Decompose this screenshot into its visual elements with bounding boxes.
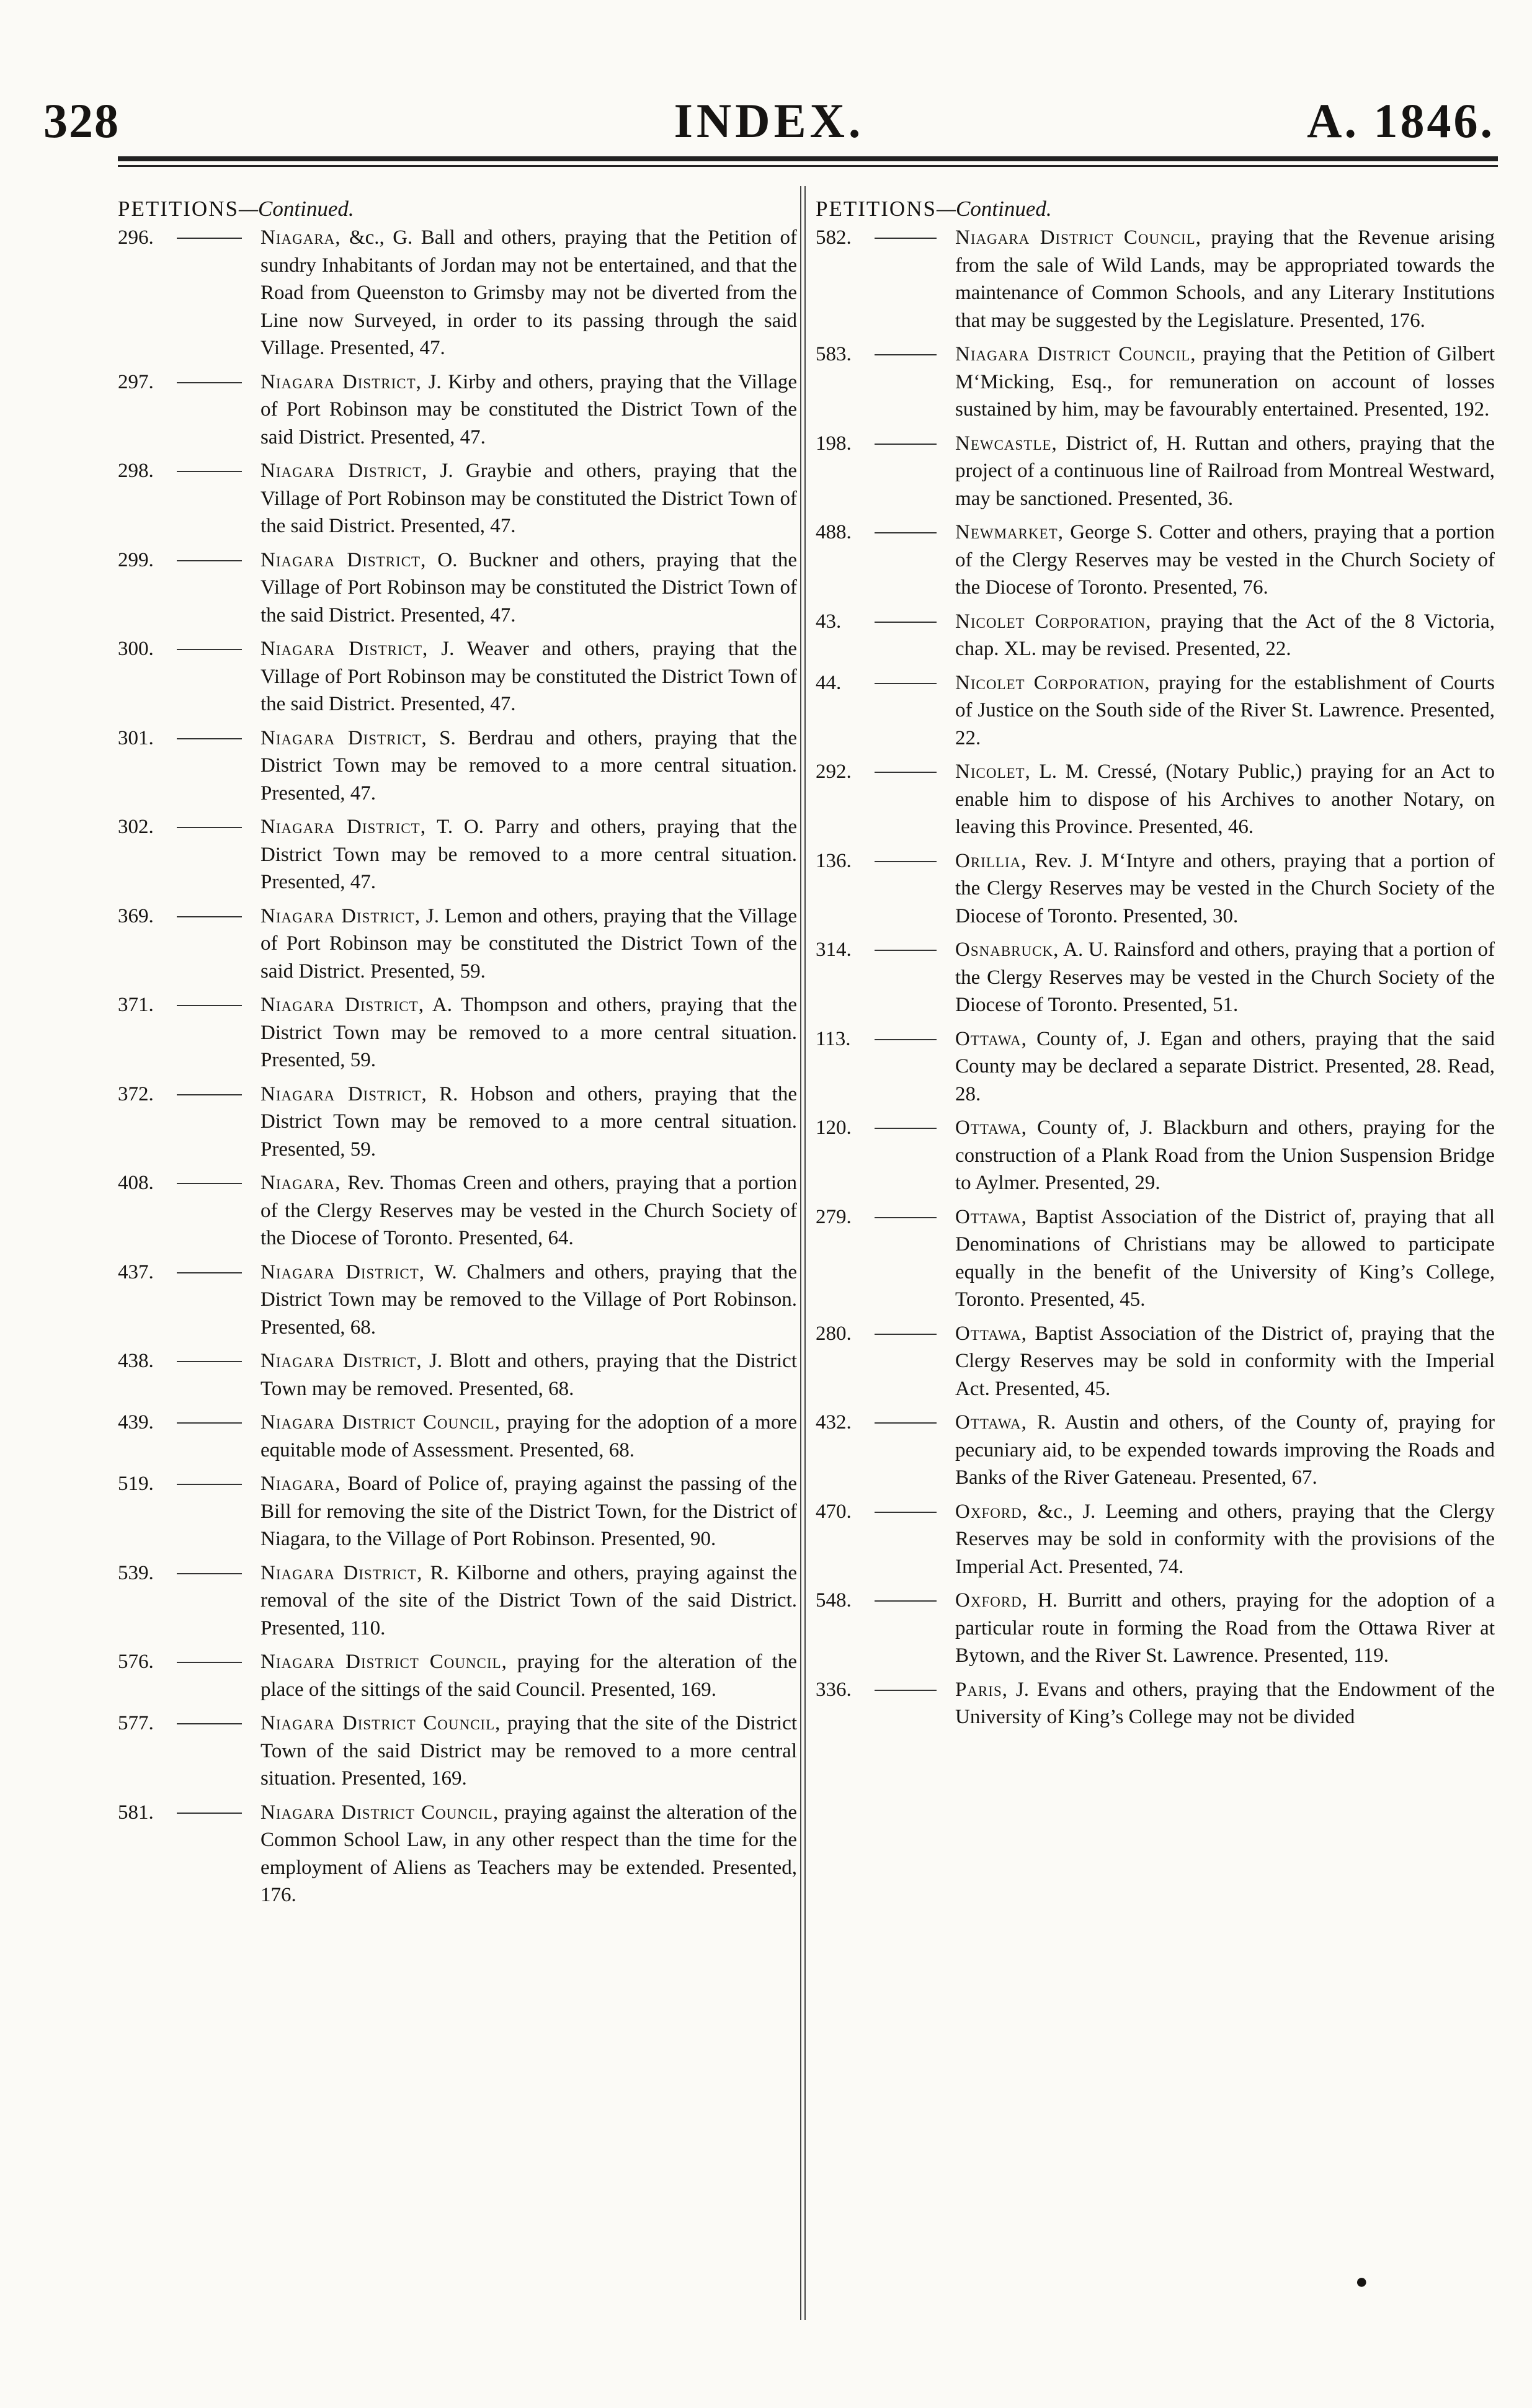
- entry-number: [816, 1025, 955, 1108]
- entry-number: [118, 1259, 261, 1342]
- entry-description: praying that the Revenue arising from the sale of Wild Lands, may be appropriated towards the maintenance of Common Schools, and any Literary Institutions that may be suggested by the Legislature. Presented, 176.: [955, 226, 1495, 332]
- left-column: [118, 195, 797, 1915]
- entry-number: [118, 368, 261, 452]
- section-heading: [118, 195, 797, 223]
- entry-leader-dash: [177, 1005, 242, 1006]
- header-rule-thick: [118, 156, 1498, 161]
- page-title: INDEX.: [674, 94, 865, 148]
- entry-leader-dash: [177, 649, 242, 650]
- entry-text: [955, 1409, 1495, 1492]
- section-heading-label: PETITIONS: [118, 197, 239, 221]
- entry-number: [816, 1676, 955, 1731]
- entry-number: [118, 991, 261, 1074]
- entry-leader-dash: [875, 238, 937, 239]
- entry-leader-dash: [875, 1422, 937, 1424]
- entry-text: [261, 725, 797, 808]
- entry-number: [816, 669, 955, 752]
- entry-description: &c., J. Leeming and others, praying that the Clergy Reserves may be sold in conformity with the provisions of the Imperial Act. Presented, 74.: [955, 1500, 1495, 1578]
- entry-number: [118, 725, 261, 808]
- entry-text: [261, 813, 797, 896]
- index-entry: [816, 1498, 1495, 1581]
- entry-description: S. Berdrau and others, praying that the District Town may be removed to a more central situation. Presented, 47.: [261, 726, 797, 805]
- entry-petitioner: Ottawa,: [955, 1205, 1027, 1228]
- entry-description: W. Chalmers and others, praying that the District Town may be removed to the Village of Port Robinson. Presented, 68.: [261, 1260, 797, 1339]
- column-divider-right: [804, 186, 806, 2320]
- entry-number-text: 519.: [118, 1473, 154, 1495]
- entry-number: [816, 1203, 955, 1314]
- entry-number: [816, 608, 955, 663]
- entry-number: [816, 1114, 955, 1197]
- entry-description: District of, H. Ruttan and others, praying that the project of a continuous line of Railroad from Montreal Westward, may be sanctioned. Presented, 36.: [955, 432, 1495, 510]
- entry-text: [955, 936, 1495, 1019]
- entry-number-text: 369.: [118, 904, 154, 927]
- entry-leader-dash: [177, 1361, 242, 1362]
- entry-text: [955, 669, 1495, 752]
- entry-leader-dash: [875, 861, 937, 862]
- index-entry: [816, 847, 1495, 930]
- entry-text: [261, 1559, 797, 1643]
- entry-text: [955, 341, 1495, 424]
- index-entry: [118, 903, 797, 986]
- entry-number-text: 298.: [118, 460, 154, 482]
- entry-number: [118, 903, 261, 986]
- entry-number-text: 408.: [118, 1172, 154, 1194]
- entry-description: praying for the establishment of Courts of Justice on the South side of the River St. Lawrence. Presented, 22.: [955, 671, 1495, 749]
- index-entry: [816, 669, 1495, 752]
- entry-leader-dash: [875, 1128, 937, 1129]
- entry-number-text: 438.: [118, 1350, 154, 1372]
- entry-leader-dash: [875, 622, 937, 623]
- entry-number-text: 437.: [118, 1260, 154, 1283]
- entry-text: [955, 1587, 1495, 1670]
- entry-leader-dash: [177, 1094, 242, 1095]
- entry-number: [816, 224, 955, 334]
- entry-petitioner: Ottawa,: [955, 1411, 1027, 1434]
- entry-number-text: 297.: [118, 370, 154, 393]
- entry-number-text: 296.: [118, 226, 154, 249]
- entry-leader-dash: [177, 738, 242, 739]
- entry-number: [118, 457, 261, 540]
- entry-number: [118, 1559, 261, 1643]
- entry-leader-dash: [177, 827, 242, 828]
- entry-text: [261, 457, 797, 540]
- entry-number: [816, 519, 955, 602]
- entry-description: Rev. Thomas Creen and others, praying that a portion of the Clergy Reserves may be vested in the Church Society of the Diocese of Toronto. Presented, 64.: [261, 1172, 797, 1249]
- entry-description: R. Kilborne and others, praying against the removal of the site of the District Town of the said District. Presented, 110.: [261, 1561, 797, 1639]
- entry-text: [955, 1676, 1495, 1731]
- entry-number-text: 432.: [816, 1411, 852, 1434]
- entry-leader-dash: [177, 1723, 242, 1724]
- entry-leader-dash: [177, 238, 242, 239]
- entry-petitioner: Oxford,: [955, 1500, 1028, 1523]
- entry-description: &c., G. Ball and others, praying that the Petition of sundry Inhabitants of Jordan may not be entertained, and that the Road from Queenston to Grimsby may not be diverted from the Line now Surveyed, in order to its passing through the said Village. Presented, 47.: [261, 226, 797, 359]
- entry-leader-dash: [177, 1272, 242, 1273]
- entry-petitioner: Ottawa,: [955, 1117, 1027, 1139]
- column-divider-left: [800, 186, 801, 2320]
- entry-description: praying that the Act of the 8 Victoria, chap. XL. may be revised. Presented, 22.: [955, 610, 1495, 660]
- entry-number-text: 302.: [118, 816, 154, 838]
- entry-number: [816, 847, 955, 930]
- index-entry: [816, 224, 1495, 334]
- section-heading: [816, 195, 1495, 223]
- entry-number: [118, 1347, 261, 1402]
- entry-petitioner: Niagara District,: [261, 904, 421, 927]
- entry-number: [118, 1710, 261, 1793]
- entry-number-text: 43.: [816, 610, 842, 633]
- entry-leader-dash: [177, 1662, 242, 1663]
- entry-number-text: 439.: [118, 1411, 154, 1434]
- section-heading-continued: —Continued.: [936, 197, 1052, 221]
- entry-description: H. Burritt and others, praying for the adoption of a particular route in forming the Road from the Ottawa River at Bytown, and the River St. Lawrence. Presented, 119.: [955, 1589, 1495, 1667]
- entry-leader-dash: [875, 772, 937, 773]
- entry-number-text: 583.: [816, 343, 852, 365]
- entry-leader-dash: [177, 382, 242, 383]
- entry-number: [118, 1081, 261, 1164]
- entry-number-text: 299.: [118, 548, 154, 571]
- entry-description: Baptist Association of the District of, praying that the Clergy Reserves may be sold in conformity with the Imperial Act. Presented, 45.: [955, 1322, 1495, 1400]
- entry-petitioner: Niagara,: [261, 1473, 341, 1495]
- entry-number-text: 371.: [118, 994, 154, 1016]
- entry-petitioner: Niagara District Council,: [261, 1411, 501, 1434]
- entry-petitioner: Niagara District Council,: [955, 343, 1196, 365]
- entry-petitioner: Niagara District Council,: [955, 226, 1201, 249]
- entry-number-text: 576.: [118, 1651, 154, 1673]
- entry-number-text: 292.: [816, 760, 852, 783]
- entry-petitioner: Niagara,: [261, 1172, 341, 1194]
- entry-leader-dash: [177, 1573, 242, 1574]
- entry-text: [261, 903, 797, 986]
- entry-number-text: 113.: [816, 1027, 851, 1050]
- entry-petitioner: Orillia,: [955, 849, 1027, 872]
- entry-number: [118, 1648, 261, 1703]
- entry-petitioner: Niagara District Council,: [261, 1712, 501, 1734]
- entry-text: [955, 1320, 1495, 1403]
- entry-petitioner: Ottawa,: [955, 1322, 1027, 1345]
- entry-number: [816, 1587, 955, 1670]
- index-entry: [816, 1587, 1495, 1670]
- entry-number-text: 539.: [118, 1561, 154, 1584]
- entry-number: [816, 758, 955, 841]
- entry-number-text: 582.: [816, 226, 852, 249]
- entry-petitioner: Niagara District,: [261, 548, 427, 571]
- index-entry: [118, 1347, 797, 1402]
- index-entry: [118, 1470, 797, 1553]
- index-entry: [816, 608, 1495, 663]
- entry-petitioner: Niagara,: [261, 226, 341, 249]
- entry-number: [816, 1498, 955, 1581]
- entry-number-text: 372.: [118, 1082, 154, 1105]
- index-entry: [816, 519, 1495, 602]
- entry-petitioner: Newmarket,: [955, 521, 1064, 543]
- entry-number-text: 488.: [816, 521, 852, 543]
- index-entry: [816, 430, 1495, 513]
- entry-number: [118, 1409, 261, 1464]
- entry-number-text: 300.: [118, 638, 154, 660]
- entry-leader-dash: [177, 1422, 242, 1424]
- entry-petitioner: Oxford,: [955, 1589, 1028, 1612]
- entry-leader-dash: [177, 916, 242, 917]
- index-entry: [118, 368, 797, 452]
- index-entry: [118, 1081, 797, 1164]
- entry-leader-dash: [177, 1183, 242, 1184]
- entry-text: [955, 519, 1495, 602]
- right-entry-list: [816, 224, 1495, 1731]
- index-entry: [816, 1320, 1495, 1403]
- entry-text: [261, 1648, 797, 1703]
- index-entry: [816, 1025, 1495, 1108]
- page-number: 328: [43, 94, 120, 148]
- entry-petitioner: Niagara District,: [261, 460, 428, 482]
- entry-number: [118, 1470, 261, 1553]
- entry-text: [955, 1498, 1495, 1581]
- entry-number: [118, 635, 261, 718]
- entry-description: T. O. Parry and others, praying that the District Town may be removed to a more central situation. Presented, 47.: [261, 816, 797, 893]
- entry-leader-dash: [875, 1334, 937, 1335]
- index-entry: [816, 758, 1495, 841]
- entry-text: [955, 430, 1495, 513]
- entry-petitioner: Niagara District,: [261, 816, 426, 838]
- entry-text: [261, 635, 797, 718]
- entry-leader-dash: [177, 560, 242, 561]
- entry-description: J. Weaver and others, praying that the Village of Port Robinson may be constituted the District Town of the said District. Presented, 47.: [261, 638, 797, 715]
- entry-text: [261, 224, 797, 362]
- entry-number: [816, 430, 955, 513]
- entry-description: J. Kirby and others, praying that the Village of Port Robinson may be constituted the District Town of the said District. Presented, 47.: [261, 370, 797, 448]
- entry-number-text: 301.: [118, 726, 154, 749]
- entry-leader-dash: [875, 1600, 937, 1602]
- section-heading-continued: —Continued.: [238, 197, 354, 221]
- entry-number-text: 279.: [816, 1205, 852, 1228]
- entry-description: Board of Police of, praying against the passing of the Bill for removing the site of the District Town, for the District of Niagara, to the Village of Port Robinson. Presented, 90.: [261, 1473, 797, 1550]
- index-entry: [118, 1259, 797, 1342]
- entry-petitioner: Paris,: [955, 1678, 1009, 1701]
- entry-number: [816, 936, 955, 1019]
- entry-number: [816, 341, 955, 424]
- index-entry: [816, 1676, 1495, 1731]
- index-entry: [816, 936, 1495, 1019]
- entry-description: County of, J. Egan and others, praying that the said County may be declared a separate District. Presented, 28. Read, 28.: [955, 1027, 1495, 1105]
- section-heading-label: PETITIONS: [816, 197, 937, 221]
- index-entry: [118, 991, 797, 1074]
- entry-text: [955, 847, 1495, 930]
- entry-number-text: 198.: [816, 432, 852, 455]
- entry-petitioner: Nicolet Corporation,: [955, 671, 1151, 694]
- page-year: A. 1846.: [1307, 94, 1495, 148]
- entry-text: [261, 1470, 797, 1553]
- entry-leader-dash: [875, 1690, 937, 1691]
- entry-description: Baptist Association of the District of, praying that all Denominations of Christians may be allowed to participate equally in the benefit of the University of King’s College, Toronto. Presented, 45.: [955, 1205, 1495, 1311]
- entry-text: [955, 608, 1495, 663]
- entry-petitioner: Niagara District Council,: [261, 1651, 507, 1673]
- entry-leader-dash: [875, 950, 937, 951]
- entry-number: [118, 1169, 261, 1252]
- entry-petitioner: Niagara District,: [261, 1561, 423, 1584]
- entry-description: praying for the adoption of a more equitable mode of Assessment. Presented, 68.: [261, 1411, 797, 1461]
- entry-description: O. Buckner and others, praying that the Village of Port Robinson may be constituted the District Town of the said District. Presented, 47.: [261, 548, 797, 627]
- entry-leader-dash: [875, 444, 937, 445]
- entry-description: praying that the Petition of Gilbert M‘Micking, Esq., for remuneration on account of losses sustained by him, may be favourably entertained. Presented, 192.: [955, 343, 1495, 421]
- entry-description: Rev. J. M‘Intyre and others, praying that a portion of the Clergy Reserves may be vested in the Church Society of the Diocese of Toronto. Presented, 30.: [955, 849, 1495, 927]
- index-entry: [118, 725, 797, 808]
- entry-description: J. Graybie and others, praying that the Village of Port Robinson may be constituted the District Town of the said District. Presented, 47.: [261, 460, 797, 537]
- entry-number-text: 581.: [118, 1801, 154, 1824]
- index-entry: [816, 1409, 1495, 1492]
- entry-description: George S. Cotter and others, praying that a portion of the Clergy Reserves may be vested in the Church Society of the Diocese of Toronto. Presented, 76.: [955, 521, 1495, 599]
- entry-leader-dash: [177, 1813, 242, 1814]
- right-column: [816, 195, 1495, 1737]
- entry-petitioner: Niagara District,: [261, 370, 422, 393]
- entry-text: [955, 224, 1495, 334]
- entry-number-text: 120.: [816, 1117, 852, 1139]
- entry-number: [816, 1320, 955, 1403]
- index-entry: [816, 1114, 1495, 1197]
- page-header: [43, 93, 1495, 164]
- entry-petitioner: Niagara District Council,: [261, 1801, 499, 1824]
- entry-description: L. M. Cressé, (Notary Public,) praying for an Act to enable him to dispose of his Archives to another Notary, on leaving this Province. Presented, 46.: [955, 760, 1495, 838]
- entry-petitioner: Nicolet,: [955, 760, 1031, 783]
- printer-ornament: ●: [1355, 2270, 1368, 2293]
- entry-text: [955, 758, 1495, 841]
- entry-number-text: 44.: [816, 671, 842, 694]
- entry-petitioner: Osnabruck,: [955, 939, 1059, 961]
- index-entry: [118, 1169, 797, 1252]
- index-entry: [118, 1710, 797, 1793]
- entry-number: [118, 546, 261, 630]
- entry-description: J. Evans and others, praying that the Endowment of the University of King’s College may not be divided: [955, 1678, 1495, 1728]
- entry-leader-dash: [875, 354, 937, 355]
- entry-number-text: 548.: [816, 1589, 852, 1612]
- entry-leader-dash: [875, 1039, 937, 1040]
- entry-number: [816, 1409, 955, 1492]
- entry-text: [261, 1799, 797, 1909]
- index-entry: [118, 635, 797, 718]
- index-entry: [118, 1799, 797, 1909]
- entry-petitioner: Niagara District,: [261, 994, 424, 1016]
- entry-petitioner: Nicolet Corporation,: [955, 610, 1152, 633]
- entry-text: [261, 1347, 797, 1402]
- entry-text: [955, 1114, 1495, 1197]
- entry-description: J. Blott and others, praying that the District Town may be removed. Presented, 68.: [261, 1350, 797, 1400]
- entry-description: J. Lemon and others, praying that the Village of Port Robinson may be constituted the District Town of the said District. Presented, 59.: [261, 904, 797, 983]
- entry-text: [261, 1259, 797, 1342]
- entry-number-text: 136.: [816, 849, 852, 872]
- entry-leader-dash: [875, 532, 937, 533]
- entry-petitioner: Ottawa,: [955, 1027, 1027, 1050]
- entry-leader-dash: [875, 1217, 937, 1218]
- entry-text: [261, 1081, 797, 1164]
- entry-description: A. Thompson and others, praying that the District Town may be removed to a more central situation. Presented, 59.: [261, 994, 797, 1071]
- entry-number: [118, 813, 261, 896]
- entry-text: [955, 1025, 1495, 1108]
- entry-text: [261, 368, 797, 452]
- index-entry: [118, 1648, 797, 1703]
- entry-leader-dash: [875, 1512, 937, 1513]
- entry-description: R. Austin and others, of the County of, praying for pecuniary aid, to be expended towards improving the Roads and Banks of the River Gateneau. Presented, 67.: [955, 1411, 1495, 1489]
- entry-number: [118, 1799, 261, 1909]
- entry-leader-dash: [177, 471, 242, 472]
- entry-petitioner: Niagara District,: [261, 638, 429, 660]
- entry-leader-dash: [177, 1484, 242, 1485]
- entry-petitioner: Niagara District,: [261, 1260, 425, 1283]
- entry-text: [261, 991, 797, 1074]
- entry-description: praying for the alteration of the place of the sittings of the said Council. Presented, 169.: [261, 1651, 797, 1701]
- entry-petitioner: Newcastle,: [955, 432, 1058, 455]
- entry-text: [261, 1710, 797, 1793]
- entry-number-text: 314.: [816, 939, 852, 961]
- entry-number-text: 280.: [816, 1322, 852, 1345]
- entry-text: [261, 1409, 797, 1464]
- entry-number: [118, 224, 261, 362]
- index-entry: [118, 1559, 797, 1643]
- index-entry: [118, 546, 797, 630]
- header-rule-thin: [118, 165, 1498, 167]
- index-entry: [118, 224, 797, 362]
- index-entry: [118, 813, 797, 896]
- entry-description: County of, J. Blackburn and others, praying for the construction of a Plank Road from the Union Suspension Bridge to Aylmer. Presented, 29.: [955, 1117, 1495, 1194]
- entry-description: A. U. Rainsford and others, praying that a portion of the Clergy Reserves may be vested in the Church Society of the Diocese of Toronto. Presented, 51.: [955, 939, 1495, 1016]
- entry-number-text: 336.: [816, 1678, 852, 1701]
- entry-leader-dash: [875, 683, 937, 684]
- entry-text: [261, 1169, 797, 1252]
- index-entry: [816, 1203, 1495, 1314]
- entry-petitioner: Niagara District,: [261, 726, 427, 749]
- entry-description: praying that the site of the District Town of the said District may be removed to a more central situation. Presented, 169.: [261, 1712, 797, 1790]
- entry-number-text: 470.: [816, 1500, 852, 1523]
- left-entry-list: [118, 224, 797, 1909]
- index-entry: [118, 457, 797, 540]
- entry-description: praying against the alteration of the Common School Law, in any other respect than the time for the employment of Aliens as Teachers may be extended. Presented, 176.: [261, 1801, 797, 1906]
- entry-petitioner: Niagara District,: [261, 1350, 422, 1372]
- entry-text: [955, 1203, 1495, 1314]
- entry-text: [261, 546, 797, 630]
- entry-description: R. Hobson and others, praying that the District Town may be removed to a more central situation. Presented, 59.: [261, 1082, 797, 1161]
- index-entry: [118, 1409, 797, 1464]
- entry-number-text: 577.: [118, 1712, 154, 1734]
- index-entry: [816, 341, 1495, 424]
- entry-petitioner: Niagara District,: [261, 1082, 427, 1105]
